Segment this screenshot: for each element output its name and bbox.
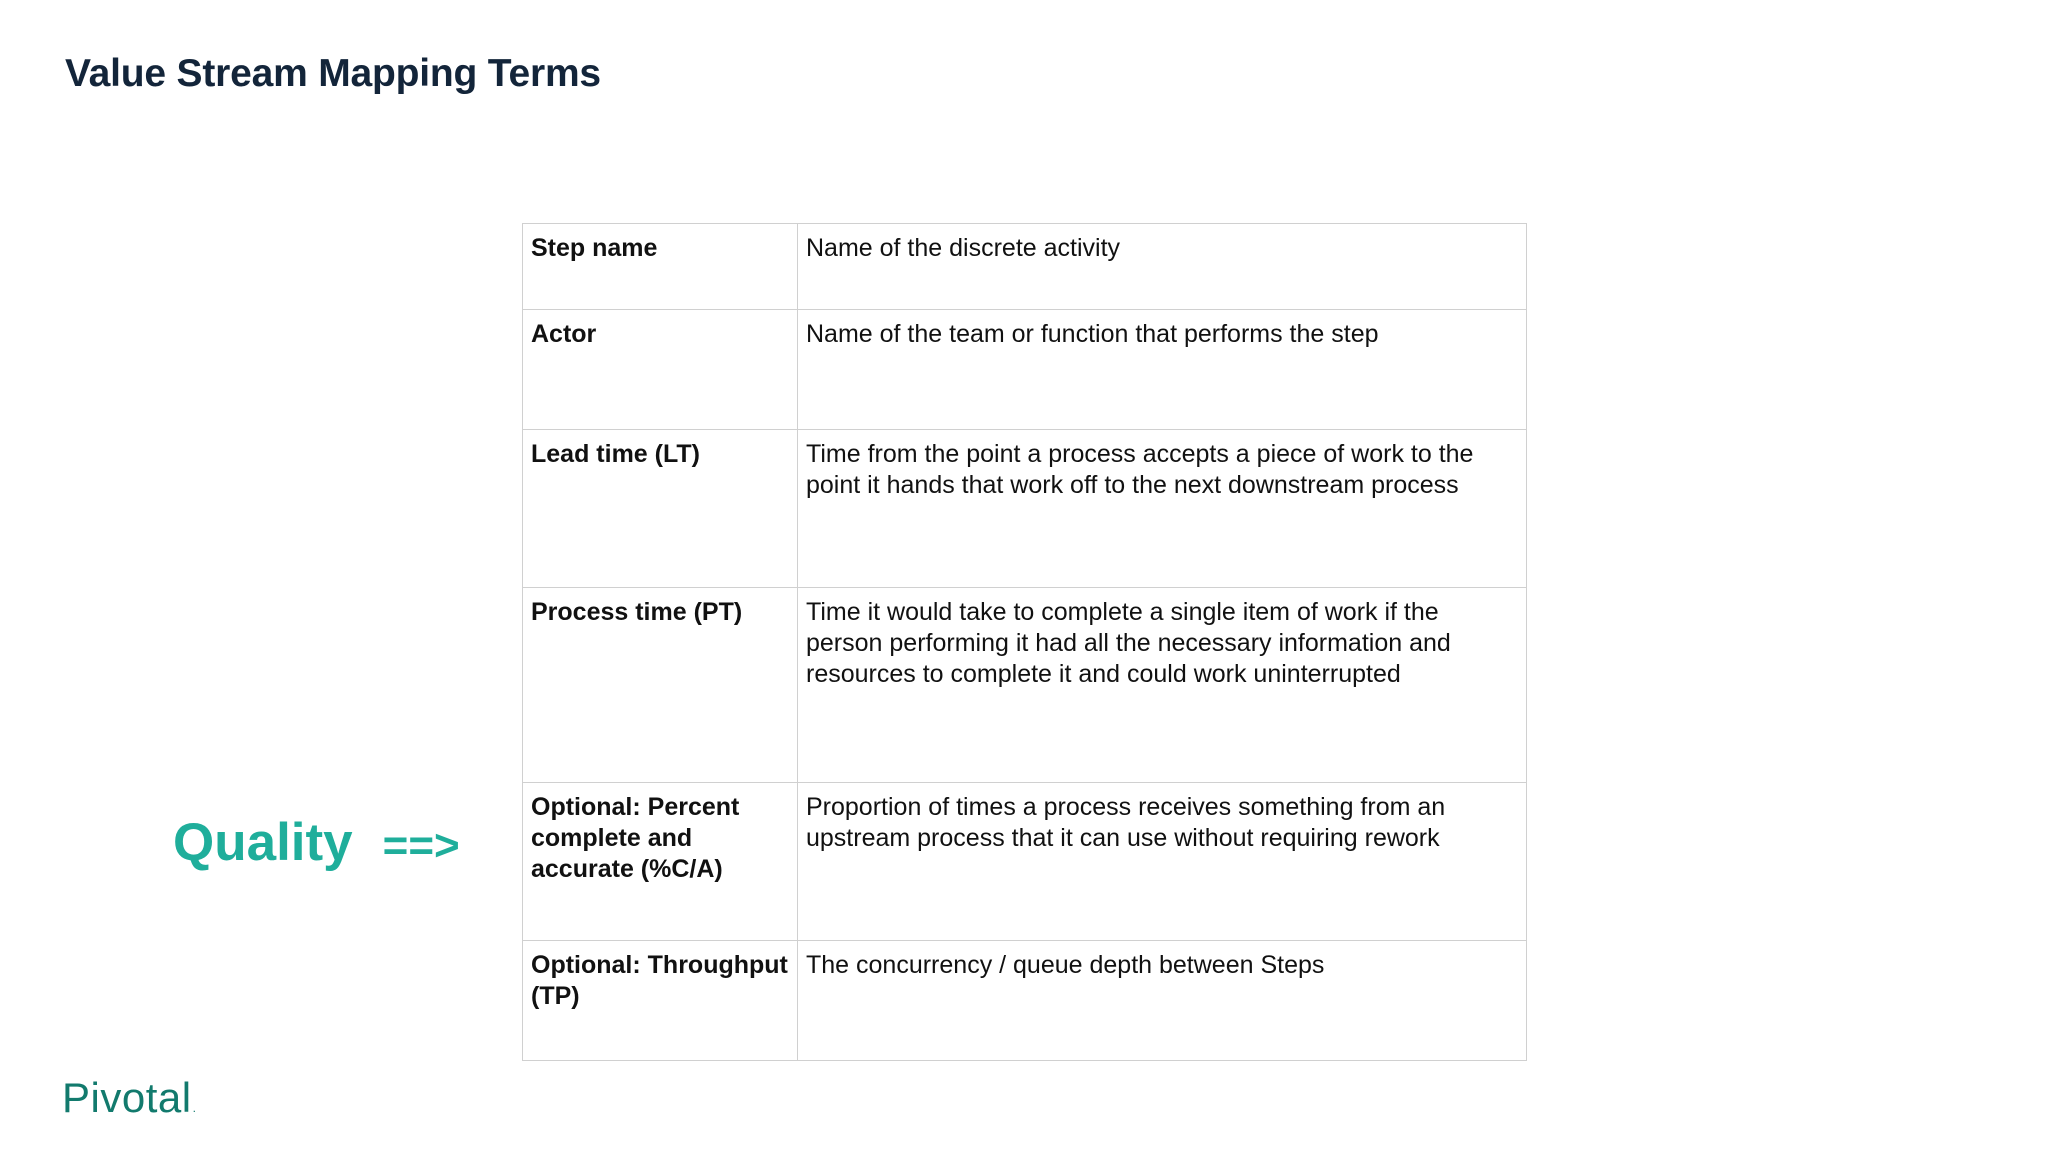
term-cell: Step name xyxy=(523,224,798,310)
definition-cell: Time from the point a process accepts a piece of work to the point it hands that work off to the next downstream process xyxy=(798,430,1527,588)
table-row xyxy=(523,588,1527,783)
slide-title: Value Stream Mapping Terms xyxy=(65,52,601,95)
table-row xyxy=(523,310,1527,430)
pivotal-logo xyxy=(62,1074,197,1121)
table-row xyxy=(523,941,1527,1061)
logo-mark: . xyxy=(192,1101,197,1115)
term-cell: Optional: Percent complete and accurate (%C/A) xyxy=(523,783,798,941)
term-cell: Actor xyxy=(523,310,798,430)
definition-cell: Name of the discrete activity xyxy=(798,224,1527,310)
table-row xyxy=(523,224,1527,310)
term-cell: Process time (PT) xyxy=(523,588,798,783)
definition-cell: Time it would take to complete a single item of work if the person performing it had all the necessary information and resources to complete it and could work uninterrupted xyxy=(798,588,1527,783)
table-row xyxy=(523,783,1527,941)
definition-cell: The concurrency / queue depth between Steps xyxy=(798,941,1527,1061)
arrow-right-icon: ==> xyxy=(382,821,460,870)
term-cell: Lead time (LT) xyxy=(523,430,798,588)
terms-table xyxy=(522,223,1527,1061)
quality-label: Quality xyxy=(173,813,353,872)
definition-cell: Proportion of times a process receives something from an upstream process that it can use without requiring rework xyxy=(798,783,1527,941)
definition-cell: Name of the team or function that performs the step xyxy=(798,310,1527,430)
term-cell: Optional: Throughput (TP) xyxy=(523,941,798,1061)
quality-callout xyxy=(173,812,460,873)
logo-text: Pivotal xyxy=(62,1074,192,1121)
table-row xyxy=(523,430,1527,588)
